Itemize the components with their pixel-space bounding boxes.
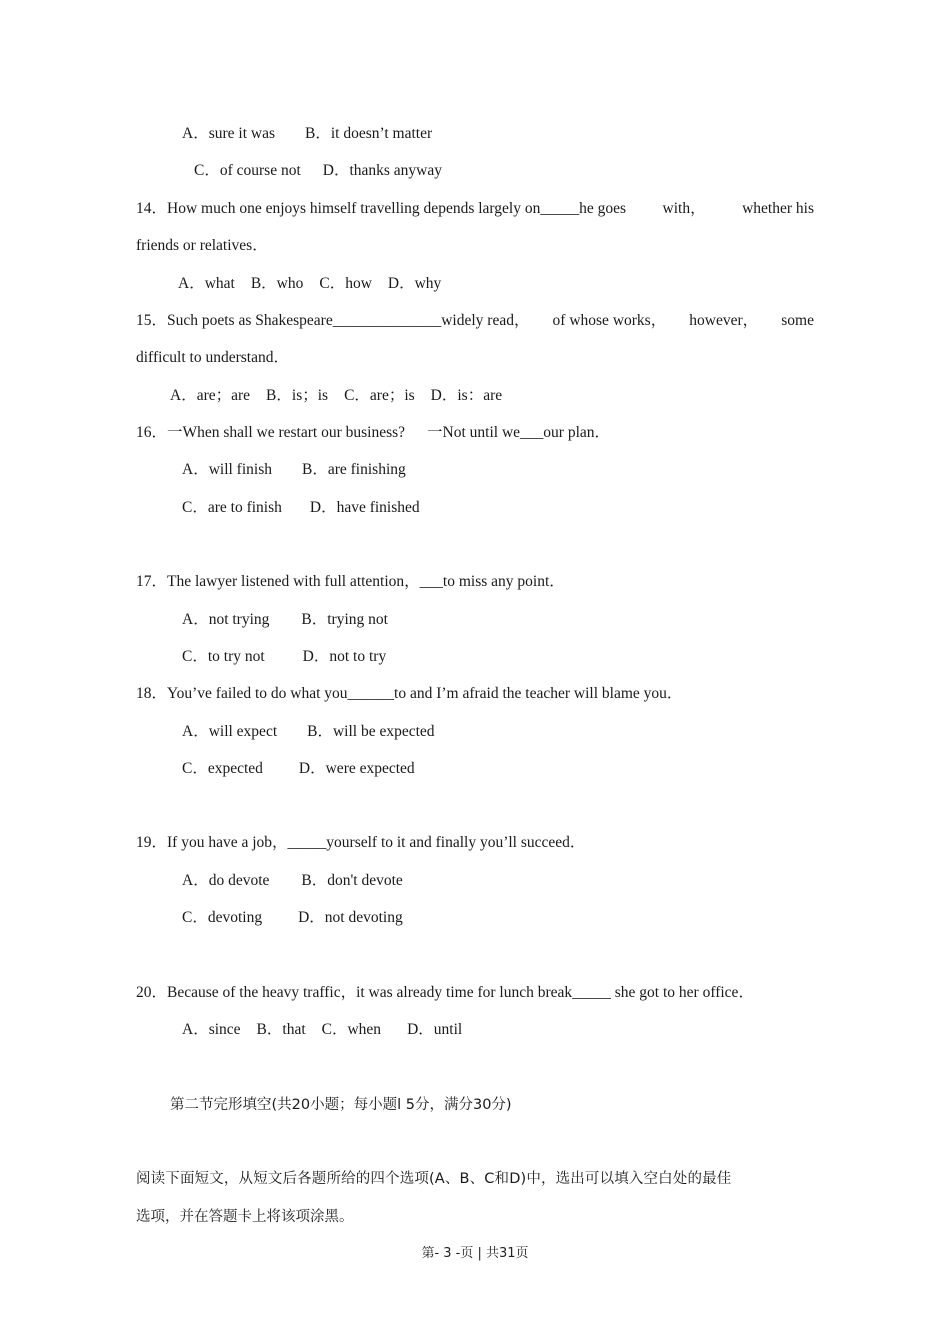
q18-stem — [136, 684, 682, 704]
q17-option-a: A．not trying — [182, 611, 270, 628]
q17-option-b: B．trying not — [301, 611, 388, 628]
q15-option-a: A．are；are — [170, 387, 251, 404]
q14-stem-line2: friends or relatives． — [136, 237, 268, 254]
q19-option-c: C．devoting — [182, 909, 263, 926]
q14-blank: _____ — [540, 200, 580, 217]
q15-options — [170, 386, 502, 406]
q16-option-d: D．have finished — [309, 499, 420, 516]
q14-options — [178, 274, 441, 294]
q16-option-b: B．are finishing — [302, 461, 406, 478]
q14-stem-text: 14．How much one enjoys himself travelling depends largely on — [136, 200, 541, 217]
q16-blank: ___ — [520, 424, 544, 441]
q14-option-d: D．why — [387, 275, 442, 292]
q13-option-d: D．thanks anyway — [322, 162, 443, 179]
q17-option-d: D．not to try — [302, 648, 387, 665]
q13-option-b: B．it doesn’t matter — [305, 125, 433, 142]
q16-option-a: A．will finish — [182, 461, 272, 478]
q14-stem-text-4: whether his — [742, 200, 814, 217]
q14-stem-text-3: with， — [662, 200, 706, 217]
q16-reply-text: 一Not until we — [427, 424, 521, 441]
q18-blank: ______ — [347, 685, 395, 702]
q20-option-c: C．when — [321, 1021, 382, 1038]
q18-stem-text: 18．You’ve failed to do what you — [136, 685, 348, 702]
q18-option-a: A．will expect — [182, 723, 278, 740]
q17-options-line1 — [182, 610, 388, 630]
section2-heading: 第二节完形填空(共20小题；每小题l 5分，满分30分) — [170, 1097, 512, 1113]
q13-options-line2 — [194, 161, 442, 181]
q16-stem — [136, 423, 610, 443]
q15-stem-text-5: some — [781, 312, 814, 329]
q17-option-c: C．to try not — [182, 648, 265, 665]
q17-stem-text-2: to miss any point． — [442, 573, 565, 590]
q20-option-b: B．that — [256, 1021, 306, 1038]
q19-stem — [136, 833, 585, 853]
q16-option-c: C．are to finish — [182, 499, 282, 516]
q18-option-d: D．were expected — [298, 760, 415, 777]
q15-blank: ______________ — [332, 312, 442, 329]
section2-instruction-line1: 阅读下面短文，从短文后各题所给的四个选项(A、B、C和D)中，选出可以填入空白处的最佳 — [136, 1171, 732, 1187]
q16-stem-text: 16．一When shall we restart our business? — [136, 424, 406, 441]
q15-stem-line2: difficult to understand． — [136, 349, 289, 366]
page-footer: 第- 3 -页 | 共31页 — [421, 1246, 529, 1261]
q14-stem-line1 — [136, 199, 814, 219]
q15-stem-text-3: of whose works， — [552, 312, 667, 329]
q19-option-b: B．don't devote — [301, 872, 403, 889]
q15-option-b: B．is；is — [266, 387, 329, 404]
q20-options — [182, 1020, 462, 1040]
q16-options-line1 — [182, 460, 406, 480]
q18-options-line1 — [182, 722, 435, 742]
q13-option-c: C．of course not — [194, 162, 301, 179]
q17-stem-text: 17．The lawyer listened with full attention， — [136, 573, 420, 590]
q15-option-d: D．is：are — [430, 387, 503, 404]
q16-options-line2 — [182, 498, 420, 518]
q19-options-line1 — [182, 871, 403, 891]
q19-options-line2 — [182, 908, 403, 928]
q20-option-d: D．until — [407, 1021, 463, 1038]
q17-blank: ___ — [419, 573, 443, 590]
q17-options-line2 — [182, 647, 386, 667]
q13-options-line1 — [182, 124, 432, 144]
q14-stem-text-2: he goes — [579, 200, 627, 217]
q19-stem-text: 19．If you have a job， — [136, 834, 288, 851]
q18-option-b: B．will be expected — [307, 723, 435, 740]
q18-options-line2 — [182, 759, 415, 779]
q14-option-b: B．who — [250, 275, 304, 292]
q15-stem-text-2: widely read， — [441, 312, 530, 329]
q19-blank: _____ — [287, 834, 327, 851]
section2-instruction-line2: 选项，并在答题卡上将该项涂黑。 — [136, 1209, 354, 1225]
q19-option-d: D．not devoting — [298, 909, 403, 926]
q15-stem-text-4: however， — [689, 312, 759, 329]
q18-option-c: C．expected — [182, 760, 263, 777]
q20-stem-text: 20．Because of the heavy traffic，it was already time for lunch break — [136, 984, 573, 1001]
q18-stem-text-2: to and I’m afraid the teacher will blame you． — [394, 685, 683, 702]
q14-option-a: A．what — [178, 275, 235, 292]
q20-stem — [136, 983, 754, 1003]
q20-option-a: A．since — [182, 1021, 241, 1038]
q13-option-a: A．sure it was — [182, 125, 275, 142]
q17-stem — [136, 572, 565, 592]
q14-option-c: C．how — [319, 275, 372, 292]
q20-blank: _____ — [572, 984, 611, 1001]
q16-stem-end: our plan． — [543, 424, 611, 441]
q19-option-a: A．do devote — [182, 872, 270, 889]
q19-stem-text-2: yourself to it and finally you’ll succeed． — [326, 834, 586, 851]
q20-stem-text-2: she got to her office． — [610, 984, 754, 1001]
q15-stem-text: 15．Such poets as Shakespeare — [136, 312, 333, 329]
q15-stem-line1 — [136, 311, 814, 331]
q15-option-c: C．are；is — [344, 387, 415, 404]
